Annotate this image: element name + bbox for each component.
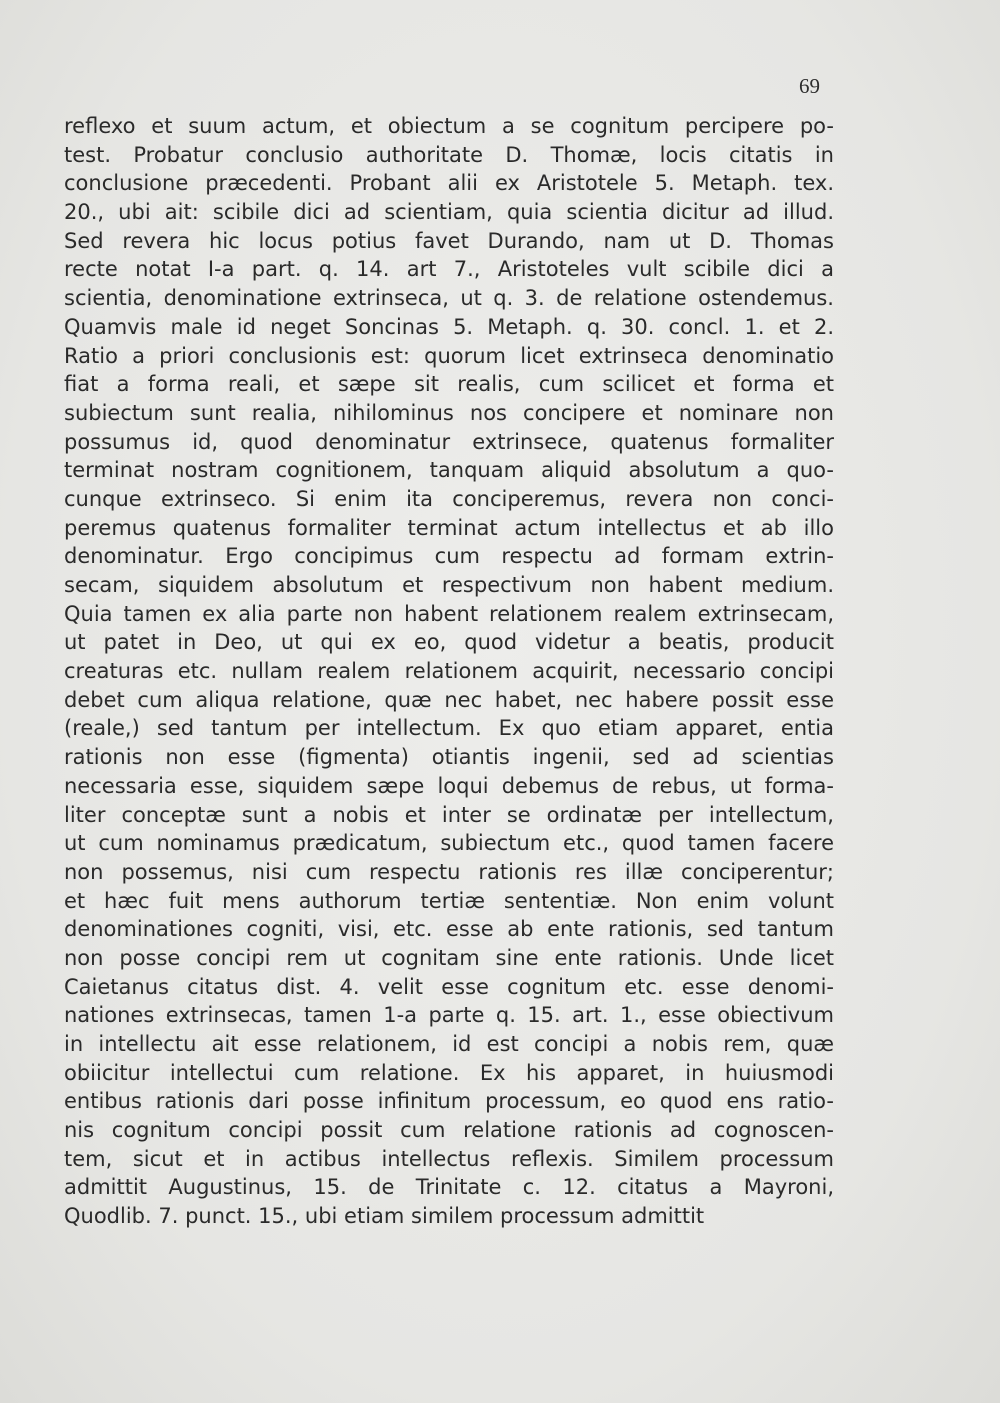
text-line: fiat a forma reali, et sæpe sit realis, cum scilicet et forma et [64,372,834,397]
text-line: recte notat I-a part. q. 14. art 7., Aristoteles vult scibile dici a [64,257,834,282]
text-line: ut patet in Deo, ut qui ex eo, quod videtur a beatis, producit [64,630,834,655]
text-line: Quodlib. 7. punct. 15., ubi etiam similem processum admittit [64,1204,705,1229]
text-line: obiicitur intellectui cum relatione. Ex his apparet, in huiusmodi [64,1060,834,1085]
text-line: secam, siquidem absolutum et respectivum non habent medium. [64,573,834,597]
text-line: reflexo et suum actum, et obiectum a se cognitum percipere po- [64,114,834,138]
text-line: conclusione præcedenti. Probant alii ex Aristotele 5. Metaph. tex. [64,171,834,196]
text-line: nis cognitum concipi possit cum relatione rationis ad cognoscen- [64,1118,834,1143]
text-line: debet cum aliqua relatione, quæ nec habet, nec habere possit esse [64,687,834,712]
text-line: terminat nostram cognitionem, tanquam aliquid absolutum a quo- [64,458,834,483]
text-line: possumus id, quod denominatur extrinsece, quatenus formaliter [64,429,834,454]
text-line: test. Probatur conclusio authoritate D. Thomæ, locis citatis in [64,142,834,167]
body-text [64,112,834,1231]
text-line: (reale,) sed tantum per intellectum. Ex quo etiam apparet, entia [64,716,834,741]
text-line: cunque extrinseco. Si enim ita conciperemus, revera non conci- [64,486,834,511]
text-line: creaturas etc. nullam realem relationem acquirit, necessario concipi [64,659,834,684]
text-line: necessaria esse, siquidem sæpe loqui debemus de rebus, ut forma- [64,773,834,798]
text-line: rationis non esse (figmenta) otiantis ingenii, sed ad scientias [64,745,834,770]
text-line: scientia, denominatione extrinseca, ut q. 3. de relatione ostendemus. [64,286,834,311]
text-line: tem, sicut et in actibus intellectus reflexis. Similem processum [64,1146,834,1171]
text-line: liter conceptæ sunt a nobis et inter se ordinatæ per intellectum, [64,802,834,827]
text-line: nationes extrinsecas, tamen 1-a parte q. 15. art. 1., esse obiectivum [64,1003,834,1028]
text-line: Caietanus citatus dist. 4. velit esse cognitum etc. esse denomi- [64,974,834,999]
text-line: non posse concipi rem ut cognitam sine ente rationis. Unde licet [64,945,834,970]
text-line: ut cum nominamus prædicatum, subiectum etc., quod tamen facere [64,831,834,856]
text-line: subiectum sunt realia, nihilominus nos concipere et nominare non [64,400,834,425]
text-line: Ratio a priori conclusionis est: quorum licet extrinseca denominatio [64,343,834,368]
text-line: non possemus, nisi cum respectu rationis res illæ conciperentur; [64,859,834,884]
text-line: in intellectu ait esse relationem, id est concipi a nobis rem, quæ [64,1032,834,1056]
text-line: Sed revera hic locus potius favet Durando, nam ut D. Thomas [64,228,834,253]
text-line: denominatur. Ergo concipimus cum respectu ad formam extrin- [64,544,834,569]
text-line: Quamvis male id neget Soncinas 5. Metaph. q. 30. concl. 1. et 2. [64,314,834,339]
text-line: 20., ubi ait: scibile dici ad scientiam, quia scientia dicitur ad illud. [64,200,834,225]
text-line: entibus rationis dari posse infinitum processum, eo quod ens ratio- [64,1089,834,1114]
text-line: admittit Augustinus, 15. de Trinitate c. 12. citatus a Mayroni, [64,1175,834,1200]
page-number: 69 [799,74,820,98]
text-line: et hæc fuit mens authorum tertiæ sententiæ. Non enim volunt [64,888,834,913]
text-line: denominationes cogniti, visi, etc. esse ab ente rationis, sed tantum [64,917,834,942]
text-line: peremus quatenus formaliter terminat actum intellectus et ab illo [64,515,834,540]
text-line: Quia tamen ex alia parte non habent relationem realem extrinsecam, [64,601,834,626]
